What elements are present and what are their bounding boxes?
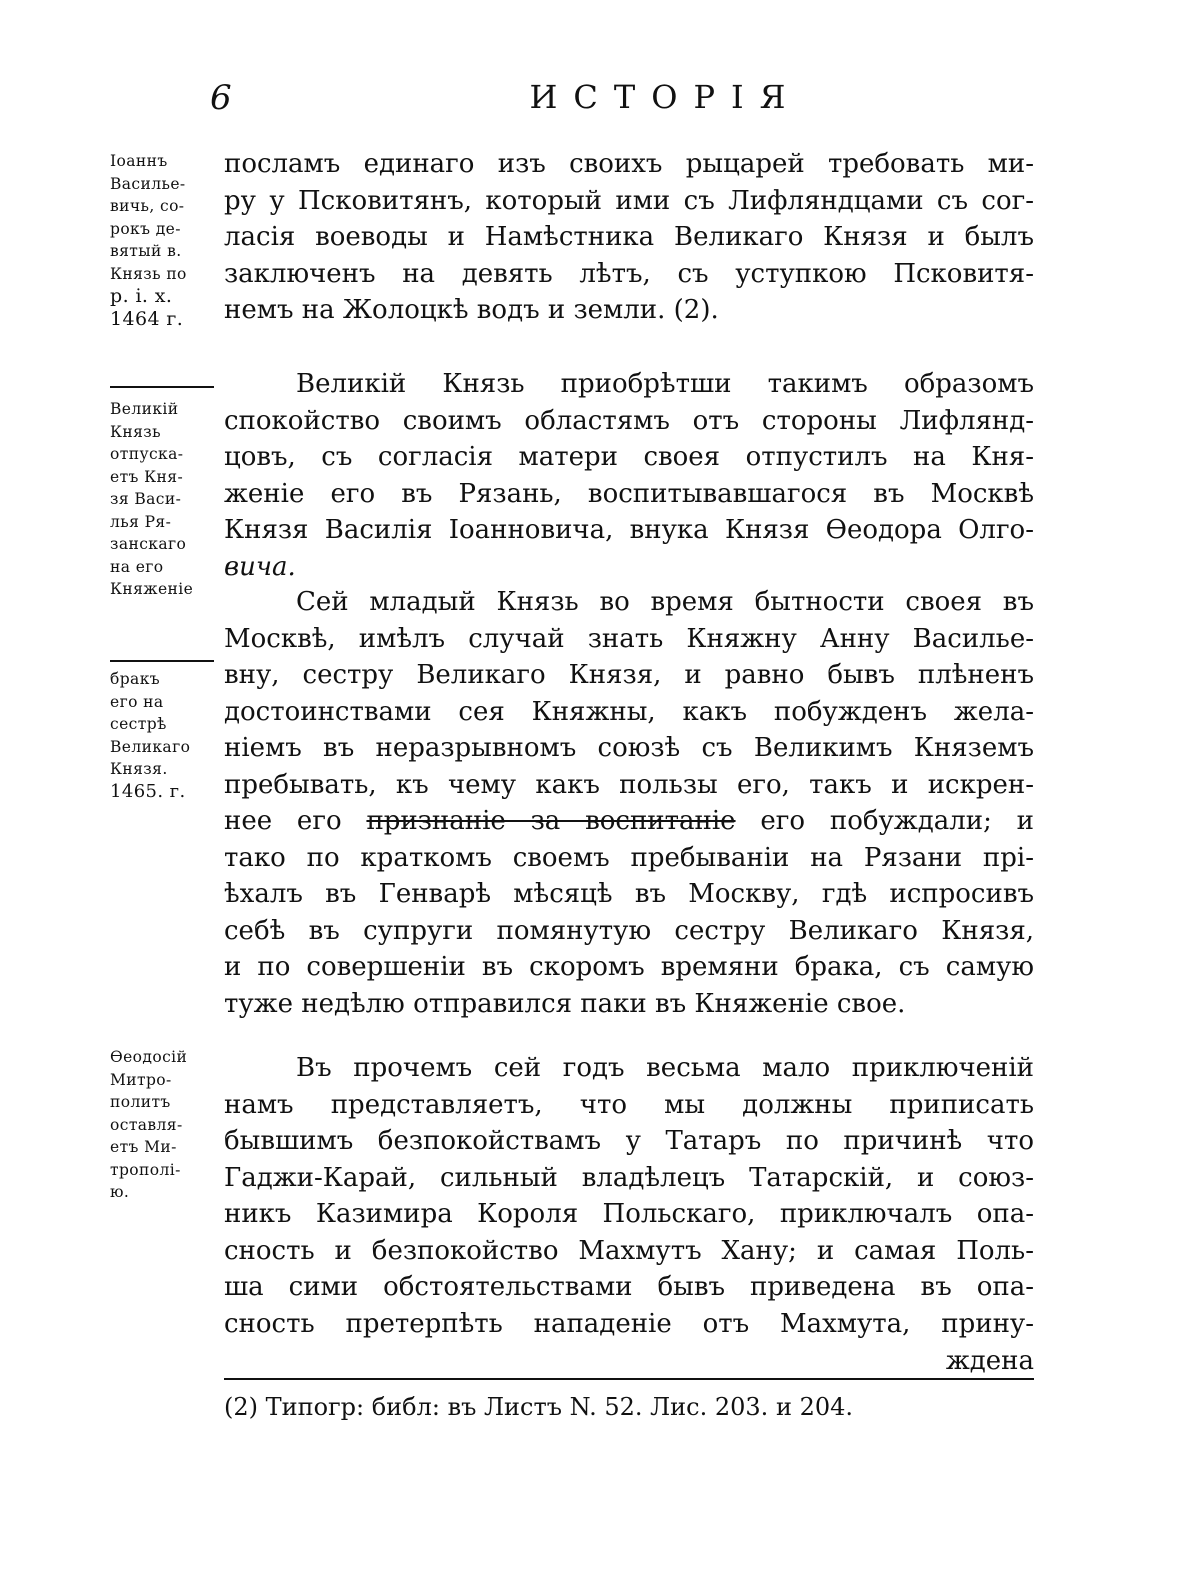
text-line: Москвѣ, имѣлъ случай знать Княжну Анну Василье- — [224, 623, 1034, 654]
margin-note-line: отпуска- — [110, 445, 184, 463]
margin-note-line: етъ Кня- — [110, 467, 184, 486]
text-line: пребывать, къ чему какъ пользы его, такъ и искрен- — [224, 769, 1034, 800]
text-line: бывшимъ безпокойствамъ у Татаръ по причинѣ что — [224, 1126, 1034, 1156]
margin-note-line: 1464 г. — [110, 307, 184, 330]
margin-note-line: бракъ — [110, 670, 161, 688]
margin-note-line: его на — [110, 692, 164, 711]
margin-note-line: р. і. х. — [110, 285, 173, 307]
text-line: спокойство своимъ областямъ отъ стороны Лифлянд- — [224, 405, 1034, 436]
margin-note-line: лья Ря- — [110, 512, 172, 531]
text-line: Князя Василія Іоанновича, внука Князя Ѳеодора Олго- — [224, 515, 1034, 545]
page-number: 6 — [210, 78, 232, 118]
footnote: (2) Типогр: библ: въ Листъ N. 52. Лис. 203. и 204. — [224, 1393, 854, 1421]
margin-note-line: оставля- — [110, 1115, 183, 1134]
text-fragment: его побуждали; и — [735, 806, 1034, 836]
margin-note-line: Василье- — [110, 174, 186, 193]
margin-note-line: Іоаннъ — [110, 152, 168, 170]
paragraph-2 — [224, 366, 1034, 585]
margin-note-metropolitan — [110, 1046, 218, 1204]
catchword: ждена — [945, 1346, 1034, 1376]
text-line: ласія воеводы и Намѣстника Великаго Князя и былъ — [224, 222, 1034, 252]
text-line: вну, сестру Великаго Князя, и равно бывъ плѣненъ — [224, 660, 1034, 690]
text-line: женіе его въ Рязань, воспитывавшагося въ Москвѣ — [224, 478, 1034, 509]
text-line: заключенъ на девять лѣтъ, съ уступкою Псковитя- — [224, 258, 1034, 289]
margin-note-line: Ѳеодосій — [110, 1048, 188, 1066]
margin-note-line: Князь по — [110, 264, 187, 283]
text-line-struck — [224, 803, 1034, 840]
text-line: Въ прочемъ сей годъ весьма мало приключеній — [296, 1053, 1034, 1083]
margin-note-line: на его — [110, 557, 164, 576]
margin-note-line: Великаго — [110, 737, 191, 756]
paragraph-1 — [224, 146, 1034, 329]
text-fragment: нее его — [224, 806, 367, 836]
running-title: ИСТОРІЯ — [529, 78, 802, 116]
text-line: ѣхалъ въ Генварѣ мѣсяцѣ въ Москву, гдѣ испросивъ — [224, 879, 1034, 909]
margin-divider — [110, 386, 214, 388]
text-line: вича. — [224, 551, 296, 582]
text-line: достоинствами сея Княжны, какъ побужденъ жела- — [224, 696, 1034, 727]
text-line: цовъ, съ согласія матери своея отпустилъ на Кня- — [224, 442, 1034, 472]
margin-note-line: 1465. г. — [110, 780, 186, 802]
text-line: себѣ въ супруги помянутую сестру Великаго Князя, — [224, 915, 1034, 946]
text-line: Сей младый Князь во время бытности своея въ — [296, 587, 1034, 617]
margin-note-line: сестрѣ — [110, 715, 167, 733]
margin-note-line: етъ Ми- — [110, 1138, 177, 1156]
struck-text: признаніе за воспитаніе — [366, 806, 736, 836]
footnote-divider — [224, 1378, 1034, 1380]
text-line: туже недѣлю отправился паки въ Княженіе свое. — [224, 988, 906, 1019]
margin-note-line: политъ — [110, 1093, 171, 1111]
margin-note-line: зя Васи- — [110, 490, 182, 508]
margin-note-line: вятый в. — [110, 242, 182, 260]
margin-note-line: занскаго — [110, 535, 187, 553]
margin-note-line: трополі- — [110, 1160, 181, 1179]
text-line: и по совершеніи въ скоромъ времяни брака, съ самую — [224, 952, 1034, 982]
margin-note-marriage — [110, 668, 218, 803]
margin-divider — [110, 660, 214, 662]
margin-note-line: Князь — [110, 422, 161, 441]
margin-note-line: вичь, со- — [110, 197, 185, 215]
text-line: ніемъ въ неразрывномъ союзѣ съ Великимъ Княземъ — [224, 733, 1034, 763]
text-line: Великій Князь приобрѣтши такимъ образомъ — [296, 369, 1034, 399]
text-line: сность претерпѣть нападеніе отъ Махмута, прину- — [224, 1308, 1034, 1339]
text-line: тако по краткомъ своемъ пребываніи на Рязани прі- — [224, 842, 1034, 873]
margin-note-line: Митро- — [110, 1070, 172, 1089]
margin-note-grand-prince — [110, 398, 218, 601]
margin-note-line: Княженіе — [110, 580, 194, 598]
margin-note-line: Великій — [110, 400, 179, 418]
text-line: ша сими обстоятельствами бывъ приведена въ опа- — [224, 1272, 1034, 1302]
text-line: намъ представляетъ, что мы должны приписать — [224, 1089, 1034, 1120]
margin-note-line: Князя. — [110, 760, 168, 778]
paragraph-3 — [224, 584, 1034, 1022]
text-line: посламъ единаго изъ своихъ рыцарей требовать ми- — [224, 149, 1034, 179]
text-line: сность и безпокойство Махмутъ Хану; и самая Поль- — [224, 1235, 1034, 1266]
margin-note-line: рокъ де- — [110, 219, 181, 238]
text-line: никъ Казимира Короля Польскаго, приключалъ опа- — [224, 1199, 1034, 1229]
text-line: ру у Псковитянъ, который ими съ Лифляндцами съ сог- — [224, 185, 1034, 216]
text-line: Гаджи-Карай, сильный владѣлецъ Татарскій, и союз- — [224, 1162, 1034, 1193]
text-line: немъ на Жолоцкѣ водъ и земли. (2). — [224, 295, 719, 325]
paragraph-4 — [224, 1050, 1034, 1342]
margin-note-line: ю. — [110, 1183, 130, 1201]
margin-note-ioann — [110, 150, 218, 330]
